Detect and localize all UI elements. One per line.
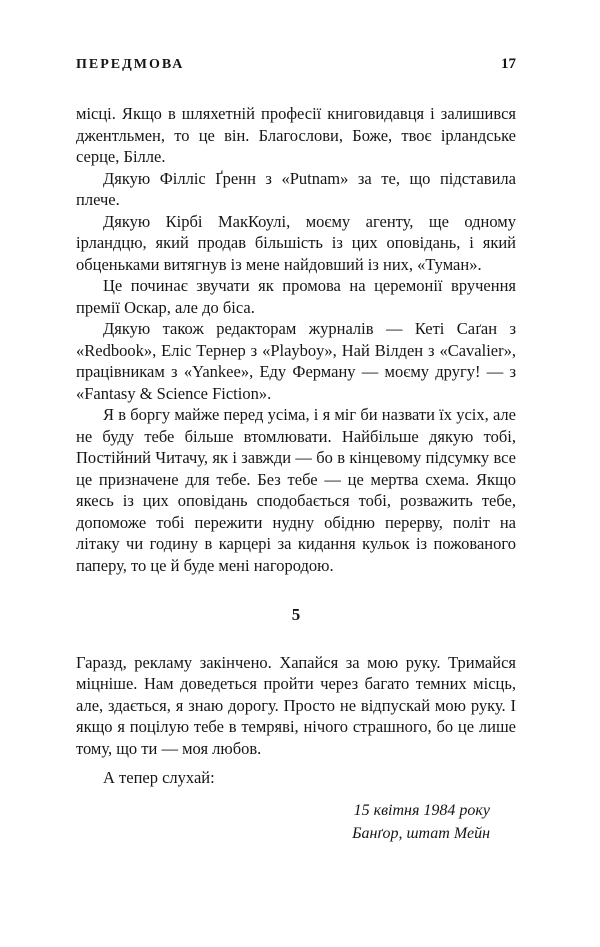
paragraph: Це починає звучати як промова на церемонії вручення премії Оскар, але до біса. <box>76 276 516 317</box>
paragraph: Я в боргу майже перед усіма, і я міг би назвати їх усіх, але не буду тебе більше втомлювати. Найбільше дякую тобі, Постійний Читачу, як і завжди — бо в кінцевому підсумку все це призначене для тебе. Без тебе — це мертва схема. Якщо якесь із цих оповідань сподобається тобі, розважить тебе, допоможе тобі пережити нудну обідню перерву, політ на літаку чи годину в карцері за кидання кульок із пожованого паперу, то це й буде мені нагородою. <box>76 405 516 575</box>
running-header-title: ПЕРЕДМОВА <box>76 57 185 72</box>
page-header <box>76 56 516 73</box>
paragraph: Дякую Філліс Ґренн з «Putnam» за те, що підставила плече. <box>76 168 516 209</box>
signature-date: 15 квітня 1984 року <box>353 801 490 819</box>
body-text <box>76 103 516 845</box>
signature-place: Банґор, штат Мейн <box>352 824 490 842</box>
paragraph: Дякую Кірбі МакКоулі, моєму агенту, ще одному ірландцю, який продав більшість із цих оповідань, і який обценьками витягнув із мене найдовший із них, «Туман». <box>76 211 516 274</box>
section-number: 5 <box>291 605 301 624</box>
closing-paragraph: Гаразд, рекламу закінчено. Хапайся за мою руку. Тримайся міцніше. Нам доведеться пройти через багато темних місць, але, здається, я знаю дорогу. Просто не відпускай мою руку. І якщо я поцілую тебе в темряві, нічого страшного, бо це лише тому, що ти — моя любов. <box>76 652 516 758</box>
lead-in-line: А тепер слухай: <box>103 768 215 787</box>
signature-block <box>76 799 516 845</box>
paragraph-continuation: місці. Якщо в шляхетній професії книговидавця і залишився джентльмен, то це він. Благослови, Боже, твоє ірландське серце, Білле. <box>76 104 516 166</box>
page-number: 17 <box>501 56 516 72</box>
paragraph: Дякую також редакторам журналів — Кеті Саґан з «Redbook», Еліс Тернер з «Playboy», Най Вілден з «Cavalier», працівникам з «Yankee», Еду Ферману — моєму другу! — з «Fantasy & Science Fiction». <box>76 319 516 403</box>
